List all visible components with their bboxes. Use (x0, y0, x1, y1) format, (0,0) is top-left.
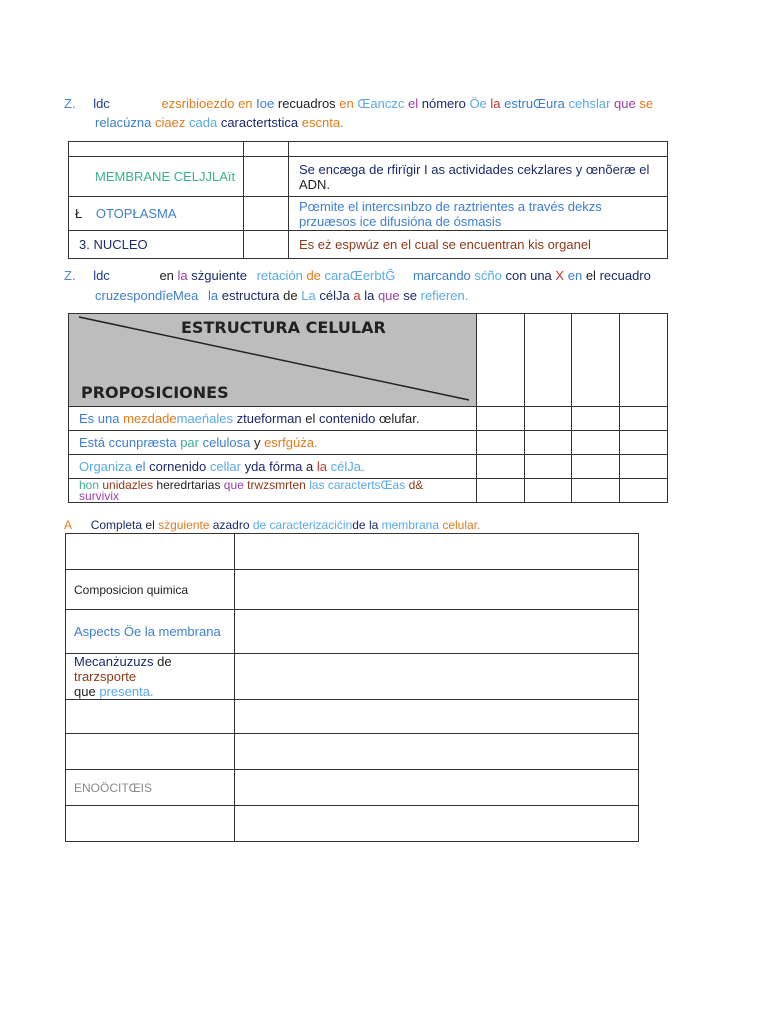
t3-answer-cell[interactable] (235, 654, 639, 700)
check-cell[interactable] (620, 431, 668, 455)
t3-label-cell (66, 534, 235, 570)
proposition-cell: Organiza el cornenido cellar yda fórma a la célJa. (69, 455, 477, 479)
question-1-lead: ldc (93, 96, 110, 111)
t1-label-cell (69, 157, 244, 197)
t1-answer-box[interactable] (244, 142, 289, 157)
t1-desc-cell: Es eż espwúz en el cual se encuentran kis organel (289, 231, 668, 259)
structures-match-table (68, 141, 668, 259)
check-cell[interactable] (524, 455, 572, 479)
table-header-diagonal (69, 314, 477, 407)
t3-answer-cell[interactable] (235, 806, 639, 842)
t3-label-cell (66, 610, 235, 654)
t3-answer-cell[interactable] (235, 700, 639, 734)
question-2-line-2: cruzespondîeMea la estructura de La célJa a la que se refieren. (95, 288, 469, 303)
t1-answer-box[interactable] (244, 197, 289, 231)
t1-desc-cell: Se encæga de rfirïgir I as actividades cekzlares y œnõeræ el ADN. (289, 157, 668, 197)
t3-label-cell (66, 734, 235, 770)
t1-answer-box[interactable] (244, 157, 289, 197)
check-cell[interactable] (476, 314, 524, 407)
check-cell[interactable] (620, 455, 668, 479)
question-1-line-2: relacúzna ciaez cada caractertstica escnta. (95, 115, 344, 130)
t3-answer-cell[interactable] (235, 570, 639, 610)
t1-label-cell: Ł OTOPŁASMA (69, 197, 244, 231)
check-cell[interactable] (476, 431, 524, 455)
proposition-cell: hon unidazles heredrtarias que trwzsmrten las caractertsŒas d& survivix (69, 479, 477, 503)
composition-label: Composicion quimica (74, 583, 189, 597)
membrane-characterization-table (65, 533, 639, 842)
question-2-line-1: Z. ldc en la sżguiente retación de caraŒerbtĞ marcando sćño con una X en el recuadro (64, 268, 651, 283)
t3-answer-cell[interactable] (235, 610, 639, 654)
t3-label-cell: Mecanżuzuzs de trarzsporte que presenta. (66, 654, 235, 700)
question-3-number: A (64, 518, 72, 532)
header-estructura: ESTRUCTURA CELULAR (181, 318, 386, 337)
check-cell[interactable] (572, 431, 620, 455)
check-cell[interactable] (524, 479, 572, 503)
header-proposiciones: PROPOSICIONES (81, 383, 229, 402)
check-cell[interactable] (620, 314, 668, 407)
check-cell[interactable] (572, 455, 620, 479)
check-cell[interactable] (524, 314, 572, 407)
check-cell[interactable] (620, 479, 668, 503)
t3-label-cell (66, 570, 235, 610)
t3-answer-cell[interactable] (235, 770, 639, 806)
check-cell[interactable] (620, 407, 668, 431)
t3-label-cell (66, 770, 235, 806)
check-cell[interactable] (476, 455, 524, 479)
check-cell[interactable] (572, 479, 620, 503)
t3-answer-cell[interactable] (235, 534, 639, 570)
t3-label-cell (66, 806, 235, 842)
t1-answer-box[interactable] (244, 231, 289, 259)
t1-desc-cell (289, 142, 668, 157)
t3-answer-cell[interactable] (235, 734, 639, 770)
question-3-line: A Completa el sżguiente azadro de caracterizacićinde la membrana celular. (64, 518, 481, 532)
nucleus-label: 3. NUCLEO (79, 237, 148, 252)
propositions-table (68, 313, 668, 503)
question-1-number: Z. (64, 96, 76, 111)
endocytosis-label: ENOÖCITŒIS (74, 781, 153, 795)
proposition-cell: Está ccunpræsta par celulosa y esrfgúża. (69, 431, 477, 455)
check-cell[interactable] (572, 314, 620, 407)
question-1-line-1: Z. ldc ezsribioezdo en Ioe recuadros en Œanczc el nómero Öe la estruŒura cehslar que se (64, 96, 654, 111)
t1-label-cell (69, 231, 244, 259)
check-cell[interactable] (524, 407, 572, 431)
check-cell[interactable] (476, 479, 524, 503)
check-cell[interactable] (476, 407, 524, 431)
t1-label-cell (69, 142, 244, 157)
membrane-label: MEMBRANE CELJJLAït (95, 169, 236, 184)
cytoplasm-label: OTOPŁASMA (95, 206, 177, 221)
check-cell[interactable] (524, 431, 572, 455)
aspects-label: Aspects Öe la membrana (74, 624, 221, 639)
question-2-number: Z. (64, 268, 76, 283)
t1-desc-cell: Pœmite el intercsınbzo de raztrientes a través dekzs przuæsos ice difusióna de ósmasis (289, 197, 668, 231)
check-cell[interactable] (572, 407, 620, 431)
t3-label-cell (66, 700, 235, 734)
question-2-lead: ldc (93, 268, 110, 283)
proposition-cell: Es una mezdademaeńales ztueforman el contenido œlufar. (69, 407, 477, 431)
